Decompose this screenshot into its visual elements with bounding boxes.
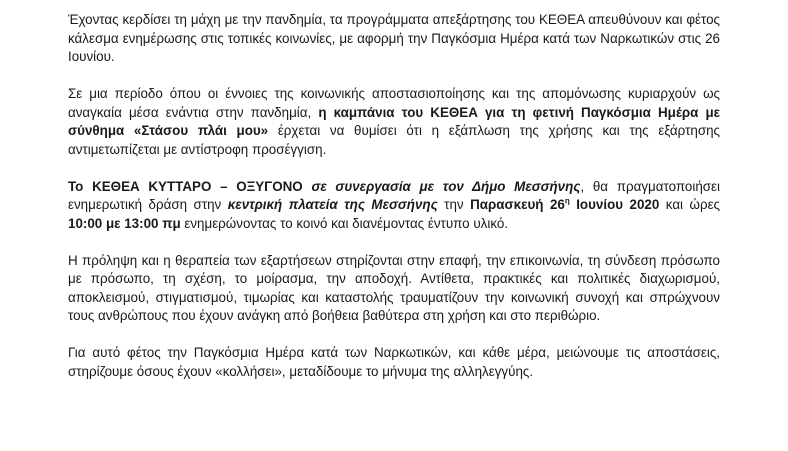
event-location: κεντρική πλατεία της Μεσσήνης [227, 197, 438, 212]
event-text-3: και ώρες [659, 197, 721, 212]
event-day-suffix: η [564, 196, 570, 206]
event-text-2: την [437, 197, 471, 212]
event-text-4: ενημερώνοντας το κοινό και διανέμοντας έντυπο υλικό. [180, 215, 509, 231]
document-body [68, 11, 720, 381]
paragraph-intro: Έχοντας κερδίσει τη μάχη με την πανδημία, τα προγράμματα απεξάρτησης του ΚΕΘΕΑ απευθύνουν και φέτος κάλεσμα ενημέρωσης στις τοπικές κοινωνίες, με αφορμή την Παγκόσμια Ημέρα κατά των Ναρκωτικών στις 26 Ιουνίου. [68, 12, 720, 64]
paragraph-campaign [68, 85, 720, 159]
paragraph-closing: Για αυτό φέτος την Παγκόσμια Ημέρα κατά των Ναρκωτικών, και κάθε μέρα, μειώνουμε τις αποστάσεις, στηρίζουμε όσους έχουν «κολλήσει», μεταδίδουμε το μήνυμα της αλληλεγγύης. [68, 345, 720, 379]
campaign-slogan: η καμπάνια του ΚΕΘΕΑ για τη φετινή Παγκόσμια Ημέρα με σύνθημα «Στάσου πλάι μου» [68, 104, 721, 138]
campaign-text-2: έρχεται να θυμίσει ότι η εξάπλωση της χρήσης και της εξάρτησης αντιμετωπίζεται με αντίστροφη προσέγγιση. [68, 123, 720, 157]
event-month-year: Ιουνίου 2020 [569, 197, 660, 212]
paragraph-event [68, 178, 720, 234]
organizer-name: Το ΚΕΘΕΑ ΚΥΤΤΑΡΟ – ΟΞΥΓΟΝΟ [68, 178, 312, 194]
paragraph-prevention: Η πρόληψη και η θεραπεία των εξαρτήσεων στηρίζονται στην επαφή, την επικοινωνία, τη σύνδεση πρόσωπο με πρόσωπο, τη σχέση, το μοίρασμα, την αποδοχή. Αντίθετα, πρακτικές και πολιτικές διαχωρισμού, αποκλεισμού, στιγματισμού, τιμωρίας και καταστολής τραυματίζουν την κοινωνική συνοχή και σπρώχνουν τους ανθρώπους που έχουν ανάγκη από βοήθεια βαθύτερα στη χρήση και στο περιθώριο. [68, 252, 720, 323]
event-day: Παρασκευή 26 [470, 197, 565, 212]
partner-name: σε συνεργασία με τον Δήμο Μεσσήνης [311, 178, 581, 194]
campaign-text-1: Σε μια περίοδο όπου οι έννοιες της κοινωνικής αποστασιοποίησης και της απομόνωσης κυριαρχούν ως αναγκαία μέσα ενάντια στην πανδημία, [68, 86, 720, 120]
event-text-1: , θα πραγματοποιήσει ενημερωτική δράση στην [68, 178, 720, 212]
event-hours: 10:00 με 13:00 πμ [68, 215, 181, 231]
